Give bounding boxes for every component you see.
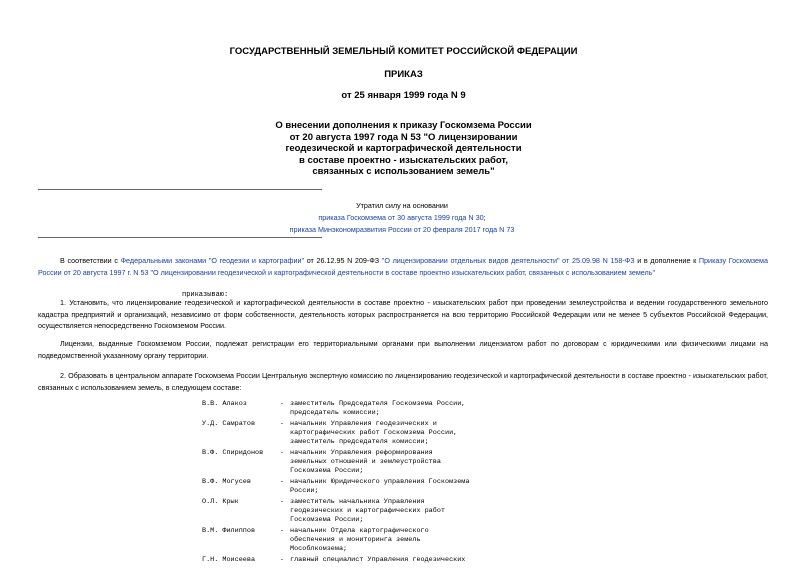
table-row [202,429,469,438]
table-row [202,545,469,556]
status-note-separator: ; [483,213,486,222]
table-row [202,400,469,409]
dash: - [280,420,285,428]
clause-2: 2. Образовать в центральном аппарате Госкомзема России Центральную экспертную комиссию по лицензированию геодезической и картографической деятельности в составе проектно - изыскательских работ, связанных с использованием земель, в следующем составе: [38,371,768,392]
divider-top [38,189,322,190]
table-row [202,507,469,516]
member-name: В.В. Алакоз [202,400,247,408]
subject-line: геодезической и картографической деятельности [285,143,522,154]
member-role: начальник Управления геодезических и [290,420,437,428]
member-role: земельных отношений и землеустройства [290,458,441,466]
member-role: заместитель начальника Управления [290,498,425,506]
member-role: заместитель Председателя Госкомзема России, [290,400,466,408]
member-role: Мособлкомзема; [290,545,348,553]
member-role: картографических работ Госкомзема России, [290,429,458,437]
law-geodesy-link[interactable]: Федеральными законами "О геодезии и картографии" [120,256,305,265]
member-role: главный специалист Управления геодезических [290,556,466,564]
dash: - [280,498,285,506]
member-name: О.Л. Крык [202,498,239,506]
subject-line: связанных с использованием земель" [312,166,495,177]
table-row [202,420,469,429]
dash: - [280,478,285,486]
subject-line: О внесении дополнения к приказу Госкомзема России [275,120,532,131]
table-row [202,478,469,487]
member-name: Г.Н. Моисеева [202,556,256,564]
document-date: от 25 января 1999 года N 9 [341,90,466,101]
table-row [202,498,469,507]
table-row [202,438,469,449]
table-row [202,467,469,478]
subject-line: от 20 августа 1997 года N 53 "О лицензировании [289,131,518,143]
table-row [202,527,469,536]
commission-members-table [202,400,469,565]
status-note-line [252,224,552,235]
clause-1: 1. Установить, что лицензирование геодезической и картографической деятельности в составе проектно - изыскательских работ при проведении землеустройства и ведении государственного земельного кадастра предприятий и организаций, независимо от форм собственности, деятельность которых распространяется на всю территорию Российской Федерации или не менее 5 субъектов Российской Федерации, осуществляется непосредственно Госкомземом России. [38,298,768,330]
member-name: В.Ф. Спиридонов [202,449,264,457]
status-note-line [252,212,552,223]
preamble-text: от 26.12.95 N 209-ФЗ [304,256,382,265]
member-role: начальник Управления реформирования [290,449,433,457]
dash: - [280,400,285,408]
member-name: У.Д. Самратов [202,420,256,428]
member-role: заместитель председателя комиссии; [290,438,429,446]
member-name: В.Ф. Могусев [202,478,251,486]
table-row [202,556,469,565]
document-subject [0,120,807,178]
member-role: Госкомзема России; [290,516,364,524]
member-role: Госкомзема России; [290,467,364,475]
divider-bottom [38,237,322,238]
member-role: председатель комиссии; [290,409,380,417]
member-role: начальник Отдела картографического [290,527,429,535]
preamble-paragraph [38,255,768,278]
status-note-heading: Утратил силу на основании [356,201,448,210]
table-row [202,409,469,420]
law-licensing-link[interactable]: "О лицензировании отдельных видов деятельности" [381,256,560,265]
law-158-link[interactable]: от 25.09.98 N 158-ФЗ [559,256,635,265]
member-role: России; [290,487,319,495]
order-word: приказываю: [182,291,229,299]
table-row [202,536,469,545]
issuing-authority: ГОСУДАРСТВЕННЫЙ ЗЕМЕЛЬНЫЙ КОМИТЕТ РОССИЙСКОЙ ФЕДЕРАЦИИ [229,46,578,57]
document-type: ПРИКАЗ [384,69,423,80]
member-role: обеспечения и мониторинга земель [290,536,421,544]
table-row [202,516,469,527]
preamble-text: В соответствии с [60,256,121,265]
repeal-link-2[interactable]: приказа Минэкономразвития России от 20 февраля 2017 года N 73 [289,225,515,234]
repeal-link-1[interactable]: приказа Госкомзема от 30 августа 1999 года N 30 [318,213,484,222]
dash: - [280,527,285,535]
subject-line: в составе проектно - изыскательских работ, [298,154,509,166]
preamble-text: и в дополнение к [634,256,699,265]
dash: - [280,556,285,564]
member-role: начальник Юридического управления Госкомзема [290,478,470,486]
table-row [202,449,469,458]
clause-1-licenses: Лицензии, выданные Госкомземом России, подлежат регистрации его территориальными органами при выполнении лицензиатом работ по договорам с юридическими или физическими лицами на подведомственной указанному органу территории. [38,339,768,360]
order-53-link[interactable]: Приказу Госкомзема России от 20 августа 1997 г. N 53 "О лицензировании геодезической и картографической деятельности в составе проектно изыскательских работ, связанных с использованием земель" [38,256,768,277]
table-row [202,458,469,467]
table-row [202,487,469,498]
dash: - [280,449,285,457]
member-name: В.М. Филиппов [202,527,256,535]
member-role: геодезических и картографических работ [290,507,445,515]
